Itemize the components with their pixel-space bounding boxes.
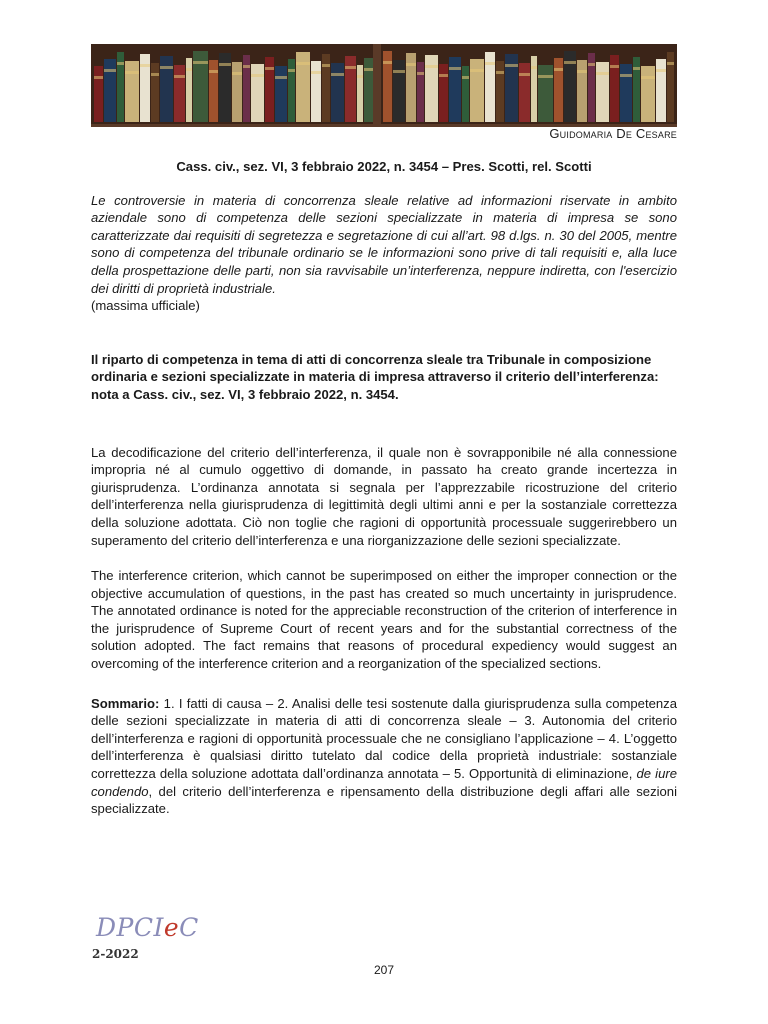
book-spine [345, 56, 356, 122]
book-spine-band [243, 65, 250, 68]
book-spine-band [496, 71, 504, 74]
book-spine-band [656, 69, 666, 72]
book-spine-band [174, 75, 185, 78]
book-spine [519, 63, 530, 122]
book-spine-band [610, 65, 619, 68]
summary-paragraph [91, 695, 677, 818]
book-spine [439, 64, 448, 122]
book-spine-band [322, 64, 330, 67]
book-spine [538, 65, 553, 122]
book-spine-band [160, 66, 173, 69]
book-spine-band [357, 75, 363, 78]
book-spine-band [417, 72, 424, 75]
book-spine-band [531, 66, 537, 69]
book-spine [232, 62, 242, 122]
book-spine [596, 62, 609, 122]
book-spine-band [125, 71, 139, 74]
book-spine-band [288, 69, 295, 72]
summary-italic-phrase: de iure condendo [91, 766, 677, 799]
book-spine-band [596, 72, 609, 75]
book-spine-band [554, 68, 563, 71]
book-spine-band [449, 67, 461, 70]
book-spine-band [311, 71, 321, 74]
book-spine-band [94, 76, 103, 79]
logo-text-pre: DPCI [96, 913, 164, 942]
book-spine-band [577, 70, 587, 73]
book-spine [449, 57, 461, 122]
book-spine-band [439, 74, 448, 77]
book-spine [186, 58, 192, 122]
abstract-italian: La decodificazione del criterio dell’interferenza, il quale non è sovrapponibile né alla connessione impropria né al cumulo oggettivo di domande, in passato ha creato grande incertezza in giurisprudenza. L’ordinanza annotata si segnala per l’apprezzabile ricostruzione del criterio dell’interferenza nella giurisprudenza di legittimità degli ultimi anni e per la sostanziale correttezza della soluzione adottata. Ciò non toglie che ragioni di opportunità processuale suggerirebbero un superamento del criterio dell’interferenza e una riorganizzazione delle sezioni specializzate. [91, 444, 677, 548]
book-spine-band [393, 70, 405, 73]
book-spine [393, 60, 405, 122]
book-spine [331, 63, 344, 122]
book-spine-band [538, 75, 553, 78]
book-spine [209, 60, 218, 122]
book-spine [656, 59, 666, 122]
book-spine-band [667, 62, 674, 65]
summary-text-part1: 1. I fatti di causa – 2. Analisi delle tesi sostenute dalla giurisprudenza sulla competenza delle sezioni specializzate in materia di atti di concorrenza sleale – 3. Autonomia del criterio dell’interferenza e ragioni di opportunità processuale che ne consigliano l’applicazione – 4. L’oggetto dell’interferenza è qualsiasi diritto tutelato dal codice della proprietà industriale: sostanziale correttezza della soluzione adottata dall’ordinanza annotata – 5. Opportunità di eliminazione, [91, 695, 677, 782]
book-spine-band [383, 61, 392, 64]
book-spine [104, 59, 116, 122]
book-spine-band [345, 66, 356, 69]
book-spine-band [251, 74, 264, 77]
author-name: Guidomaria De Cesare [549, 126, 677, 141]
book-spine-band [104, 69, 116, 72]
book-spine [94, 66, 103, 122]
shelf-divider [373, 44, 381, 124]
book-spine-band [633, 67, 640, 70]
page-number: 207 [373, 963, 395, 977]
book-spine [633, 57, 640, 122]
book-spine-band [505, 64, 518, 67]
book-spine [174, 65, 185, 122]
book-spine-band [117, 62, 124, 65]
book-spine-band [406, 63, 416, 66]
book-spine [577, 60, 587, 122]
book-spine [311, 61, 321, 122]
book-spine-band [296, 62, 310, 65]
book-spine-band [425, 65, 438, 68]
book-spine [357, 65, 363, 122]
book-spine-band [151, 73, 159, 76]
book-spine-band [219, 63, 231, 66]
massima-text: Le controversie in materia di concorrenza sleale relative ad informazioni riservate in ambito aziendale sono di competenza delle sezioni specializzate in materia di impresa se sono caratterizzate dai requisiti di segretezza e segretazione di cui all’art. 98 d.lgs. n. 30 del 2005, mentre sono di competenza del tribunale ordinario se le informazioni sono prive di tali requisiti e, alla luce della prospettazione delle parti, non sia ravvisabile un’interferenza, neppure indiretta, con l'esercizio dei diritti di proprietà industriale. [91, 192, 677, 296]
logo-text-e: e [163, 913, 180, 942]
journal-logo [96, 913, 199, 942]
article-body [91, 158, 677, 818]
book-spine-band [485, 62, 495, 65]
abstract-english: The interference criterion, which cannot be superimposed on either the improper connection or the objective accumulation of questions, in the past has created so much uncertainty in jurisprudence. The annotated ordinance is noted for the appreciable reconstruction of the criterion of interference in the jurisprudence of Supreme Court of recent years and for the substantial correctness of the solution adopted. The fact remains that reasons of procedural expediency would suggest an overcoming of the interference criterion and a reorganization of the specialized sections. [91, 568, 677, 672]
book-spine-band [193, 61, 208, 64]
book-spine [251, 64, 264, 122]
book-spine [417, 62, 424, 122]
book-spine-band [140, 64, 150, 67]
summary-text-part2: , del criterio dell’interferenza e ripensamento della distribuzione degli affari alle sezioni specializzate. [91, 783, 677, 817]
book-spine-band [620, 74, 632, 77]
book-spine-band [519, 73, 530, 76]
book-spine [470, 59, 484, 122]
book-spine [265, 57, 274, 122]
book-spine [125, 61, 139, 122]
case-title: Cass. civ., sez. VI, 3 febbraio 2022, n. 3454 – Pres. Scotti, rel. Scotti [176, 159, 592, 174]
book-spine-band [588, 63, 595, 66]
book-spine [554, 58, 563, 122]
book-spine-band [331, 73, 344, 76]
massima-label: (massima ufficiale) [91, 298, 200, 314]
summary-label: Sommario: [91, 695, 160, 711]
book-spine [275, 66, 287, 122]
book-spine [160, 56, 173, 122]
book-spine-band [462, 76, 469, 79]
book-spine-band [209, 70, 218, 73]
bookshelf-image [91, 44, 677, 124]
book-spine [462, 66, 469, 122]
book-spine [641, 66, 655, 122]
note-title: Il riparto di competenza in tema di atti di concorrenza sleale tra Tribunale in composizione ordinaria e sezioni specializzate in materia di impresa attraverso il criterio dell’interferenza: nota a Cass. civ., sez. VI, 3 febbraio 2022, n. 3454. [91, 351, 659, 402]
book-spine [620, 64, 632, 122]
journal-issue: 2-2022 [92, 947, 139, 961]
book-spine-band [275, 76, 287, 79]
book-spine-band [265, 67, 274, 70]
book-spine-band [564, 61, 576, 64]
book-spine-band [641, 76, 655, 79]
book-spine-band [232, 72, 242, 75]
book-spine [288, 59, 295, 122]
bookshelf-banner [91, 44, 677, 127]
logo-text-post: C [179, 913, 199, 942]
book-spine [151, 63, 159, 122]
book-spine [531, 56, 537, 122]
book-spine-band [470, 69, 484, 72]
book-spine-band [186, 68, 192, 71]
book-spine [496, 61, 504, 122]
